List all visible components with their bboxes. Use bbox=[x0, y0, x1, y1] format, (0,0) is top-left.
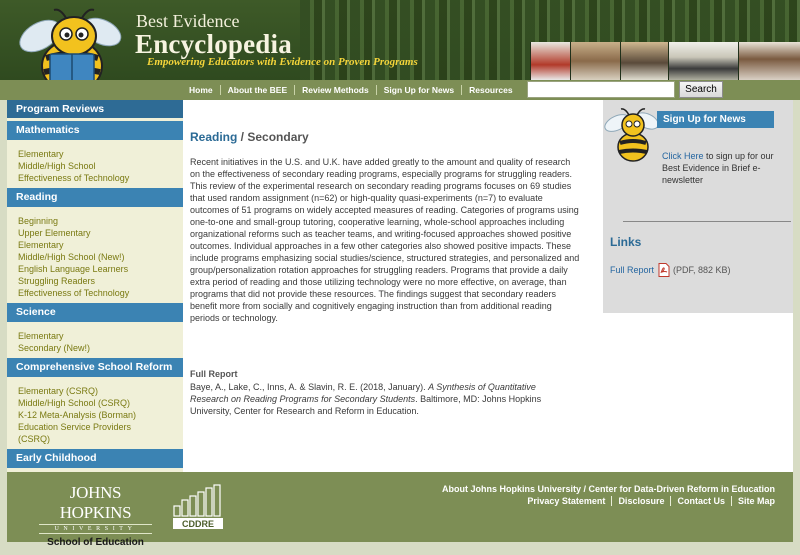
sidebar-link[interactable]: (CSRQ) bbox=[18, 434, 50, 444]
sidebar-link[interactable]: Middle/High School (CSRQ) bbox=[18, 398, 131, 408]
sidebar-link[interactable]: Elementary bbox=[18, 149, 64, 159]
nav-resources[interactable]: Resources bbox=[469, 85, 513, 95]
page-title bbox=[190, 130, 309, 144]
sidebar-heading-science: Science bbox=[7, 303, 183, 322]
sidebar-list-csr bbox=[7, 377, 183, 449]
sidebar-list-reading bbox=[7, 207, 183, 303]
footer-links bbox=[521, 496, 775, 506]
sidebar-list-science bbox=[7, 322, 183, 358]
photo-student-3 bbox=[738, 42, 800, 80]
pdf-size: (PDF, 882 KB) bbox=[673, 265, 731, 275]
nav-sign-up[interactable]: Sign Up for News bbox=[377, 85, 462, 95]
nav-about[interactable]: About the BEE bbox=[221, 85, 296, 95]
links-heading: Links bbox=[610, 235, 642, 249]
pdf-icon[interactable] bbox=[658, 263, 670, 277]
sidebar-title: Program Reviews bbox=[7, 100, 183, 118]
sidebar-link[interactable]: Struggling Readers bbox=[18, 276, 96, 286]
signup-description: to sign up for our Best Evidence in Brief e-newsletter bbox=[662, 151, 774, 185]
search-button[interactable]: Search bbox=[679, 81, 723, 98]
jhu-logo[interactable] bbox=[33, 483, 158, 548]
abstract-text: Recent initiatives in the U.S. and U.K. have added greatly to the amount and quality of research on the effectiveness of secondary reading programs, especially programs for struggling readers. This review of the experimental research on secondary reading programs focuses on 69 studies that used random assignment (n=62) or high-quality quasi-experiments (n=7) to evaluate outcomes of 51 programs on widely accepted measures of reading. Categories of programs using one-to-one and small-group tutoring, cooperative learning, whole-school approaches including organizational reforms such as teacher teams, and writing-focused approaches showed positive outcomes. Individual approaches in a few other categories also showed positive impacts. These include programs emphasizing social studies/science, structured strategies, and personalized and group/personalization rotation approaches for struggling readers. Programs that provide a daily extra period of reading and those utilizing technology were no more effective, on average, than programs that did not provide these resources. The findings suggest that secondary readers benefit more from socially and cognitively engaging instruction than from additional reading periods or technology. bbox=[190, 157, 580, 323]
sidebar-link[interactable]: Secondary (New!) bbox=[18, 343, 91, 353]
cddre-text: CDDRE bbox=[181, 519, 215, 529]
sidebar-list-mathematics bbox=[7, 140, 183, 188]
signup-click-here-link[interactable]: Click Here bbox=[662, 151, 704, 161]
citation bbox=[190, 381, 570, 417]
sidebar-link[interactable]: Elementary bbox=[18, 240, 64, 250]
jhu-name: JOHNS HOPKINS bbox=[59, 483, 132, 522]
full-report-link[interactable]: Full Report bbox=[610, 265, 655, 275]
citation-publisher: . Baltimore, MD: Johns Hopkins University, Center for Research and Reform in Education. bbox=[190, 394, 542, 416]
sidebar-link[interactable]: Elementary (CSRQ) bbox=[18, 386, 99, 396]
page-title-separator: / bbox=[237, 130, 248, 144]
signup-text bbox=[662, 150, 782, 186]
page-title-secondary: Secondary bbox=[247, 130, 309, 144]
jhu-university: UNIVERSITY bbox=[39, 524, 152, 534]
page-title-primary: Reading bbox=[190, 130, 238, 144]
main-content bbox=[183, 100, 603, 472]
bee-reading-logo-icon[interactable] bbox=[14, 6, 126, 80]
site-footer bbox=[7, 472, 793, 548]
photo-student-2 bbox=[620, 42, 668, 80]
citation-title: A Synthesis of Quantitative Research on Reading Programs for Secondary Students bbox=[190, 382, 536, 404]
divider bbox=[623, 221, 791, 222]
logo-title-line1: Best Evidence bbox=[136, 11, 240, 31]
citation-authors: Baye, A., Lake, C., Inns, A. & Slavin, R. E. (2018, January). bbox=[190, 382, 429, 392]
sidebar-heading-csr: Comprehensive School Reform bbox=[7, 358, 183, 377]
sidebar-heading-mathematics: Mathematics bbox=[7, 121, 183, 140]
footer-org-link[interactable]: About Johns Hopkins University / Center for Data-Driven Reform in Education bbox=[441, 484, 775, 494]
sidebar-link[interactable]: Upper Elementary bbox=[18, 228, 91, 238]
sidebar-link[interactable]: Effectiveness of Technology bbox=[18, 173, 130, 183]
sidebar-link[interactable]: Education Service Providers bbox=[18, 422, 132, 432]
nav-links bbox=[182, 80, 520, 100]
sidebar-link[interactable]: Beginning bbox=[18, 216, 59, 226]
bee-icon bbox=[603, 105, 661, 165]
sidebar-heading-early-childhood: Early Childhood bbox=[7, 449, 183, 468]
sidebar-link[interactable]: Elementary bbox=[18, 331, 64, 341]
sidebar-link[interactable]: Effectiveness of Technology bbox=[18, 288, 130, 298]
sidebar bbox=[7, 100, 183, 472]
footer-link-privacy[interactable]: Privacy Statement bbox=[521, 496, 612, 506]
right-column bbox=[603, 100, 793, 472]
sidebar-heading-reading: Reading bbox=[7, 188, 183, 207]
sidebar-link[interactable]: Middle/High School bbox=[18, 161, 96, 171]
sidebar-link[interactable]: Middle/High School (New!) bbox=[18, 252, 125, 262]
nav-review-methods[interactable]: Review Methods bbox=[295, 85, 377, 95]
search-input[interactable] bbox=[527, 81, 675, 98]
signup-heading: Sign Up for News bbox=[657, 111, 774, 128]
sidebar-link[interactable]: English Language Learners bbox=[18, 264, 129, 274]
footer-link-disclosure[interactable]: Disclosure bbox=[612, 496, 671, 506]
nav-home[interactable]: Home bbox=[182, 85, 221, 95]
jhu-school: School of Education bbox=[47, 537, 144, 548]
footer-link-contact[interactable]: Contact Us bbox=[671, 496, 732, 506]
site-header bbox=[0, 0, 800, 80]
logo-title-line2[interactable]: Encyclopedia bbox=[135, 29, 292, 59]
photo-teacher bbox=[570, 42, 620, 80]
photo-student-1 bbox=[530, 42, 570, 80]
full-report-row bbox=[610, 263, 731, 277]
photo-letter-tiles bbox=[668, 42, 738, 80]
cddre-logo-icon[interactable] bbox=[172, 484, 224, 530]
full-report-heading: Full Report bbox=[190, 369, 238, 379]
sidebar-link[interactable]: K-12 Meta-Analysis (Borman) bbox=[18, 410, 137, 420]
footer-link-sitemap[interactable]: Site Map bbox=[737, 496, 775, 506]
header-photo-strip bbox=[530, 42, 800, 80]
tagline: Empowering Educators with Evidence on Proven Programs bbox=[147, 56, 418, 68]
